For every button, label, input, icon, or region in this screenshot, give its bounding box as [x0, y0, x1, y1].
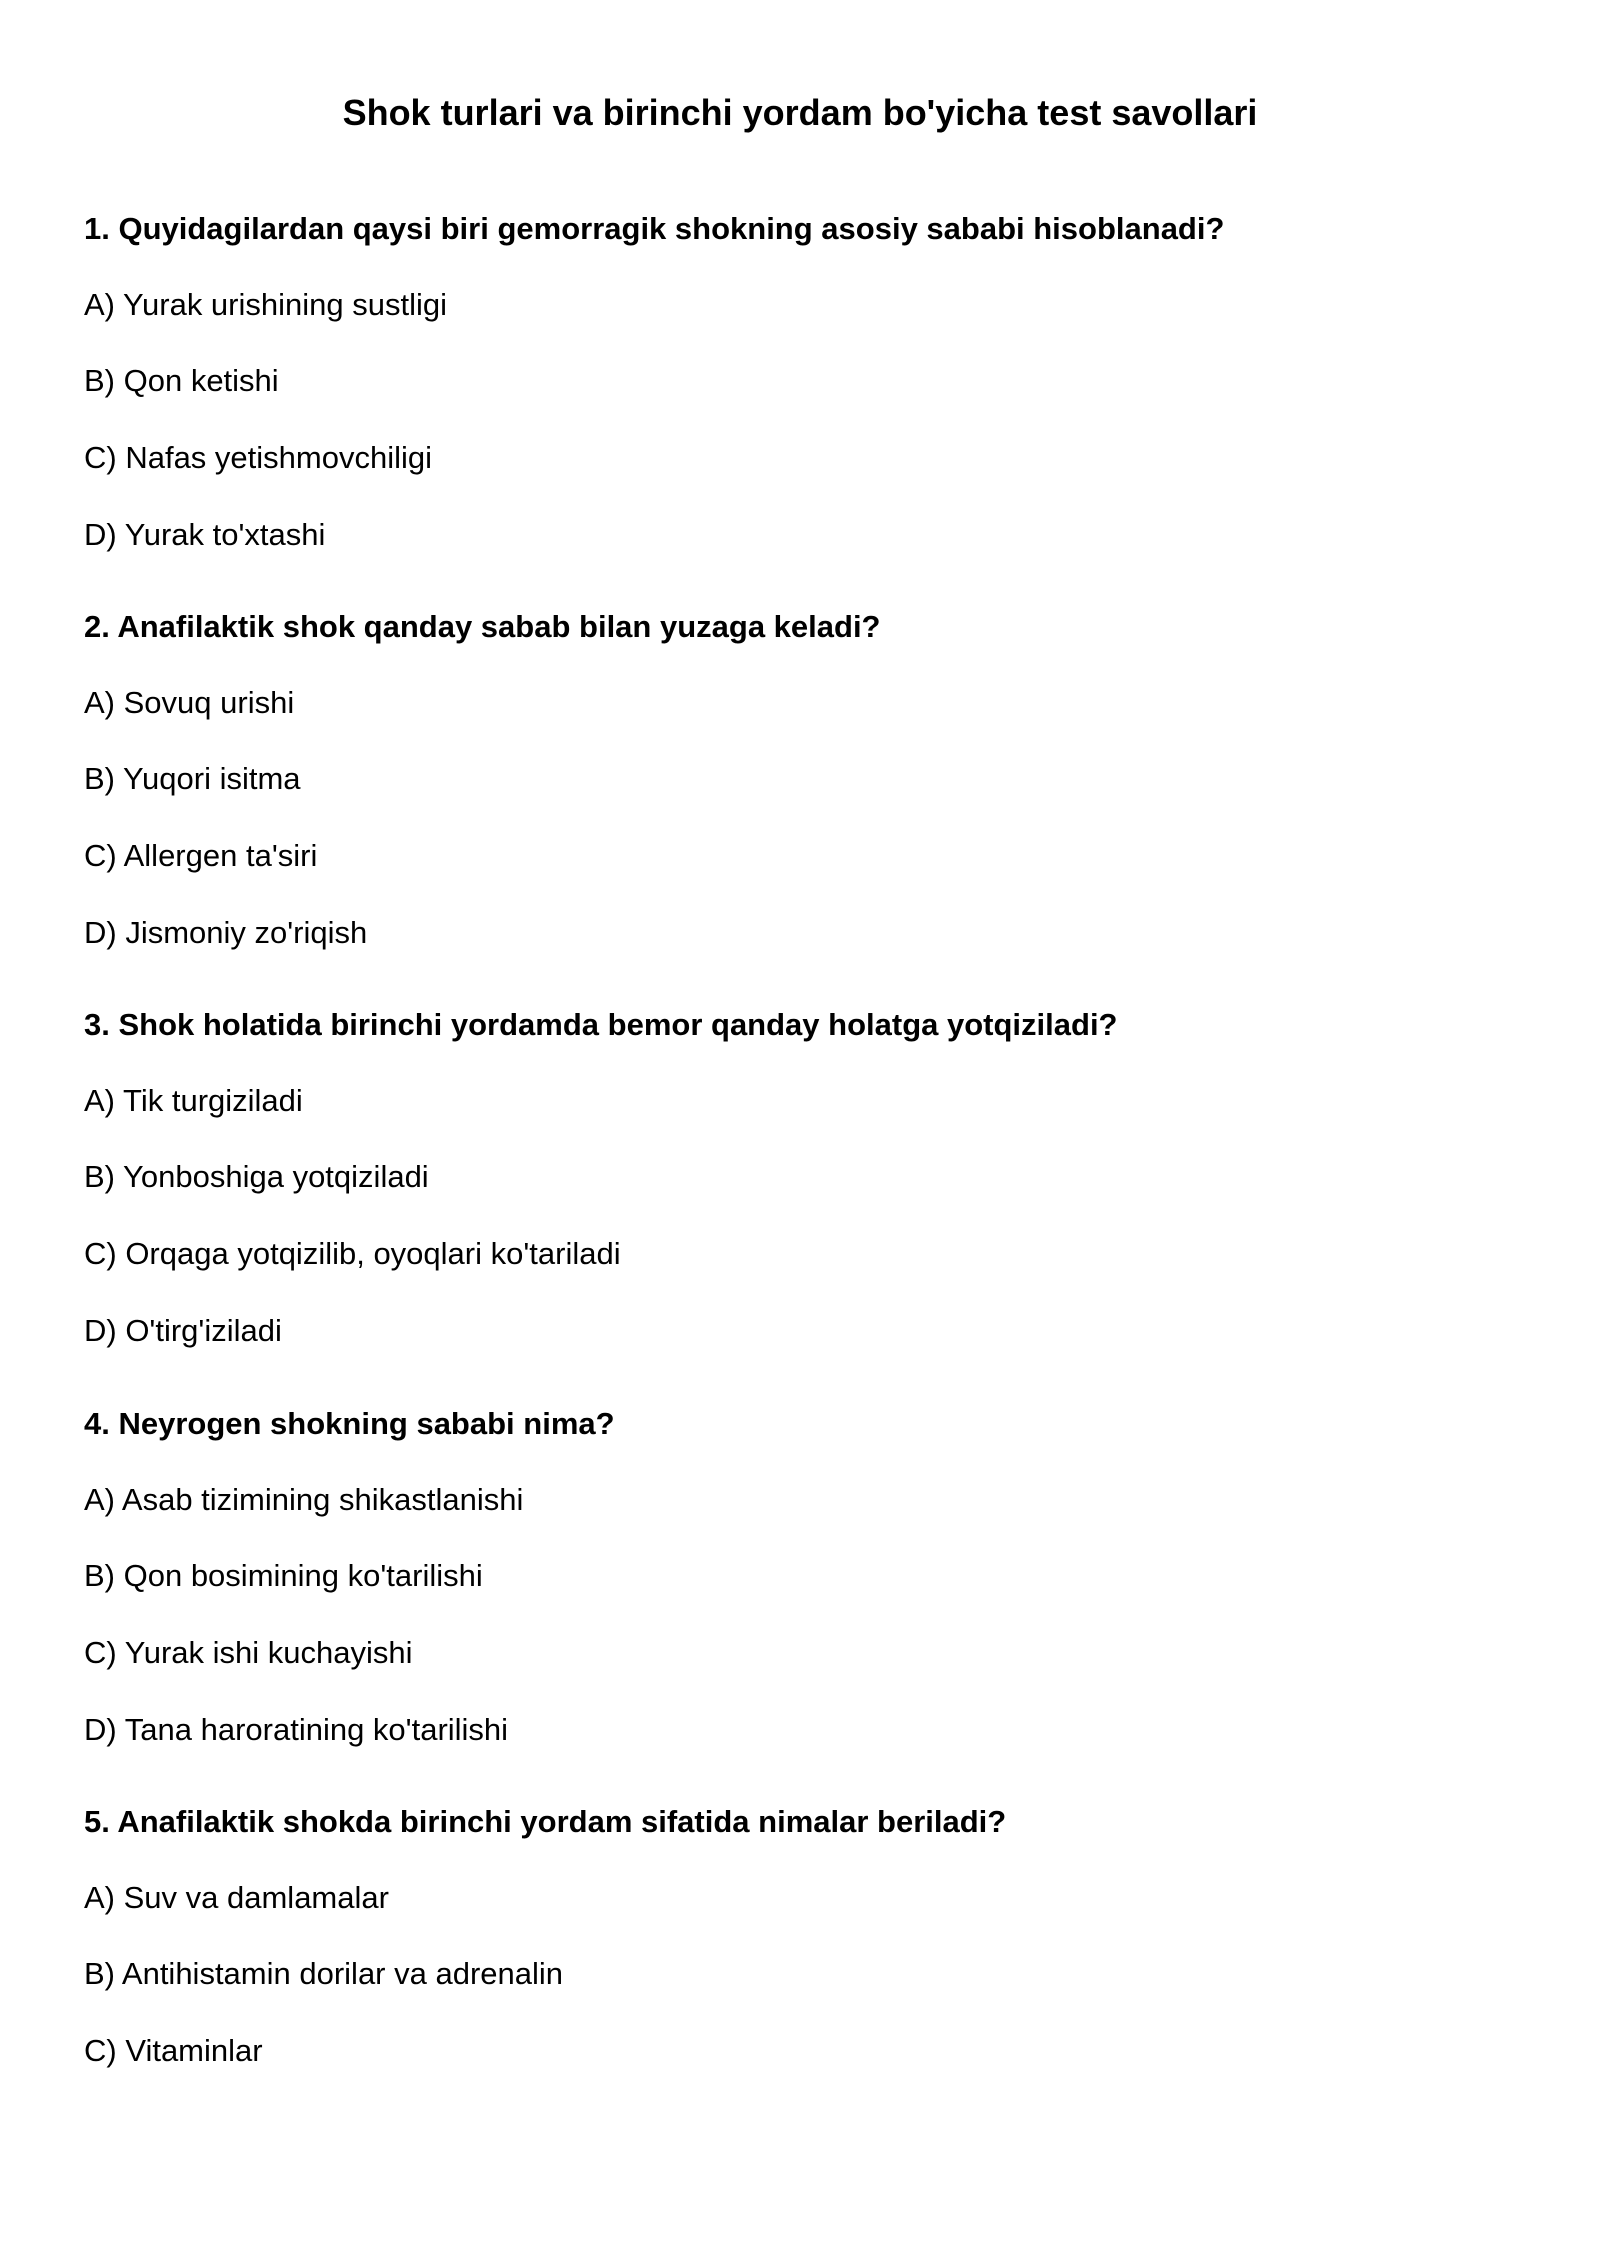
page-title: Shok turlari va birinchi yordam bo'yicha test savollari	[342, 92, 1258, 133]
answer-option-c: C) Yurak ishi kuchayishi	[84, 1635, 413, 1670]
answer-option-d: D) Jismoniy zo'riqish	[84, 915, 368, 950]
answer-option-a: A) Asab tizimining shikastlanishi	[84, 1482, 524, 1517]
answer-option-d: D) Tana haroratining ko'tarilishi	[84, 1712, 509, 1747]
answer-option-d: D) O'tirg'iziladi	[84, 1313, 282, 1348]
answer-option-c: C) Vitaminlar	[84, 2033, 263, 2068]
answer-option-c: C) Orqaga yotqizilib, oyoqlari ko'tariladi	[84, 1236, 621, 1271]
question-text: 3. Shok holatida birinchi yordamda bemor qanday holatga yotqiziladi?	[84, 1007, 1118, 1042]
answer-option-b: B) Antihistamin dorilar va adrenalin	[84, 1956, 564, 1991]
answer-option-a: A) Sovuq urishi	[84, 685, 295, 720]
question-text: 5. Anafilaktik shokda birinchi yordam sifatida nimalar beriladi?	[84, 1804, 1007, 1839]
answer-option-a: A) Yurak urishining sustligi	[84, 287, 447, 322]
question-text: 4. Neyrogen shokning sababi nima?	[84, 1406, 615, 1441]
answer-option-c: C) Nafas yetishmovchiligi	[84, 440, 432, 475]
answer-option-a: A) Suv va damlamalar	[84, 1880, 389, 1915]
answer-option-b: B) Qon bosimining ko'tarilishi	[84, 1558, 483, 1593]
answer-option-d: D) Yurak to'xtashi	[84, 517, 326, 552]
question-text: 1. Quyidagilardan qaysi biri gemorragik shokning asosiy sababi hisoblanadi?	[84, 211, 1225, 246]
answer-option-b: B) Qon ketishi	[84, 363, 279, 398]
answer-option-b: B) Yuqori isitma	[84, 761, 301, 796]
answer-option-a: A) Tik turgiziladi	[84, 1083, 303, 1118]
answer-option-c: C) Allergen ta'siri	[84, 838, 318, 873]
question-text: 2. Anafilaktik shok qanday sabab bilan yuzaga keladi?	[84, 609, 881, 644]
answer-option-b: B) Yonboshiga yotqiziladi	[84, 1159, 429, 1194]
